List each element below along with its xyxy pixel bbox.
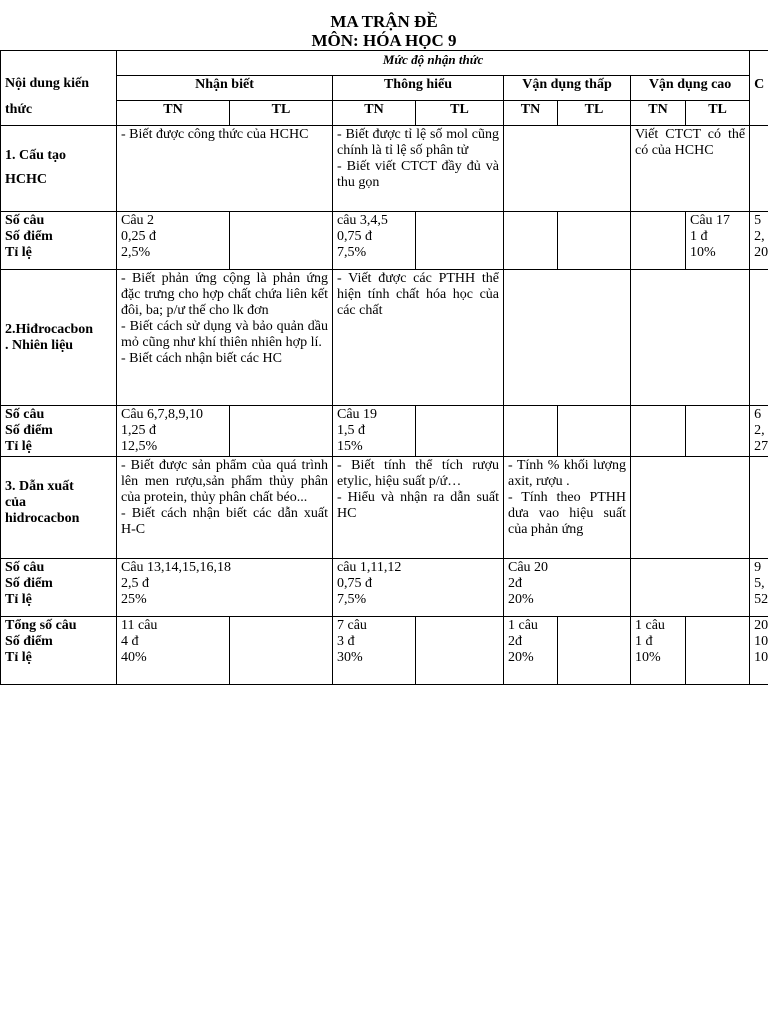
- totals-value: 1 đ: [635, 634, 653, 649]
- stats-value: Câu 6,7,8,9,10: [121, 407, 204, 422]
- stats-cell: [117, 212, 230, 270]
- topic-nhan-biet: - Biết được công thức của HCHC: [117, 126, 333, 212]
- totals-cell: [416, 617, 504, 685]
- stats-label: Tỉ lệ: [5, 439, 32, 454]
- stats-cell: [504, 406, 558, 457]
- topic-name: [1, 457, 117, 559]
- topic-name-line: 2.Hiđrocacbon: [5, 321, 94, 337]
- stats-cell: [558, 212, 631, 270]
- stats-label: Số câu: [5, 407, 45, 422]
- stats-value: 0,75 đ: [337, 229, 372, 244]
- level-header: Mức độ nhận thức: [117, 51, 750, 76]
- tn-header: TN: [504, 101, 558, 126]
- stats-labels: [1, 406, 117, 457]
- topic-name-line: của: [5, 495, 26, 510]
- stats-value: 5,: [754, 576, 765, 591]
- totals-value: 40%: [121, 650, 147, 665]
- topic-nhan-biet: [117, 457, 333, 559]
- stats-cell: [416, 212, 504, 270]
- stats-cell: [230, 212, 333, 270]
- stats-value: 20%: [508, 592, 534, 607]
- stats-label: Số điểm: [5, 229, 53, 244]
- topic-text-line: - Biết cách nhận biết các dẫn xuất H-C: [121, 506, 328, 537]
- stats-value: Câu 13,14,15,16,18: [121, 560, 232, 575]
- topic-name: [1, 126, 117, 212]
- totals-cell: [333, 617, 416, 685]
- stats-cell: [686, 212, 750, 270]
- tn-header: TN: [333, 101, 416, 126]
- document-title: MA TRẬN ĐỀ: [330, 12, 438, 31]
- topic-van-dung-cao: [631, 457, 750, 559]
- topic-text-line: - Biết tính thể tích rượu etylic, hiệu suất p/ứ…: [337, 458, 499, 489]
- stats-cell: [686, 406, 750, 457]
- stats-value: 1,25 đ: [121, 423, 156, 438]
- stats-label: Số điểm: [5, 576, 53, 591]
- topic-total: [750, 126, 768, 212]
- topic-name-line: 1. Cấu tạo: [5, 148, 67, 163]
- stats-value: 52: [754, 592, 768, 607]
- stats-value: Câu 20: [508, 560, 549, 575]
- stats-cell: [504, 212, 558, 270]
- stats-value: 25%: [121, 592, 147, 607]
- stats-value: Câu 19: [337, 407, 378, 422]
- topic-text-line: - Biết được sản phẩm của quá trình lên men rượu,sản phẩm thủy phân của protein, thủy phân chất béo...: [121, 458, 328, 505]
- topic-name-line: hidrocacbon: [5, 511, 80, 526]
- topic-row-3: [1, 457, 768, 559]
- stats-row-3: [1, 559, 768, 617]
- level-van-dung-cao: Vận dụng cao: [631, 76, 750, 101]
- topic-text-line: - Tính % khối lượng axit, rượu .: [508, 458, 626, 489]
- stats-value: 6: [754, 407, 762, 422]
- stats-value: 0,25 đ: [121, 229, 156, 244]
- stats-value: Câu 2: [121, 213, 155, 228]
- stats-value: 2đ: [508, 576, 522, 591]
- stats-cell: [230, 406, 333, 457]
- stats-cell: [558, 406, 631, 457]
- stats-value: 20: [754, 245, 768, 260]
- content-header: [1, 51, 117, 126]
- stats-value: 10%: [690, 245, 716, 260]
- totals-cell: [686, 617, 750, 685]
- stats-labels: [1, 559, 117, 617]
- tn-header: TN: [631, 101, 686, 126]
- topic-name-line: 3. Dẫn xuất: [5, 479, 74, 494]
- totals-value: 20%: [508, 650, 534, 665]
- topic-van-dung-cao: Viết CTCT có thể có của HCHC: [631, 126, 750, 212]
- stats-total: [750, 212, 768, 270]
- totals-label: Tổng số câu: [5, 618, 77, 633]
- level-van-dung-thap: Vận dụng thấp: [504, 76, 631, 101]
- header-row-3: [1, 101, 768, 126]
- stats-cell: [631, 559, 750, 617]
- stats-value: 2,5%: [121, 245, 151, 260]
- totals-label: Số điểm: [5, 634, 53, 649]
- topic-thong-hieu: [333, 457, 504, 559]
- totals-value: 30%: [337, 650, 363, 665]
- stats-cell: [117, 559, 333, 617]
- totals-value: 7 câu: [337, 618, 367, 633]
- stats-cell: [631, 212, 686, 270]
- stats-labels: [1, 212, 117, 270]
- stats-value: 9: [754, 560, 762, 575]
- stats-value: 0,75 đ: [337, 576, 372, 591]
- topic-row-1: [1, 126, 768, 212]
- topic-text-line: - Biết phản ứng cộng là phản ứng đặc trưng cho hợp chất chứa liên kết đôi, ba; p/ư thế cho lk đơn: [121, 271, 328, 318]
- stats-value: 1 đ: [690, 229, 708, 244]
- totals-row: [1, 617, 768, 685]
- tl-header: TL: [230, 101, 333, 126]
- stats-cell: [631, 406, 686, 457]
- topic-name: [1, 270, 117, 406]
- stats-cell: [416, 406, 504, 457]
- topic-nhan-biet: [117, 270, 333, 406]
- tn-header: TN: [117, 101, 230, 126]
- stats-label: Số câu: [5, 560, 45, 575]
- topic-van-dung-cao: [631, 270, 750, 406]
- stats-cell: [333, 212, 416, 270]
- topic-thong-hieu: - Viết được các PTHH thể hiện tính chất hóa học của các chất: [333, 270, 504, 406]
- level-nhan-biet: Nhận biết: [117, 76, 333, 101]
- totals-value: 1 câu: [635, 618, 665, 633]
- stats-row-2: [1, 406, 768, 457]
- stats-cell: [117, 406, 230, 457]
- topic-thong-hieu: [333, 126, 504, 212]
- topic-van-dung-thap: [504, 126, 631, 212]
- topic-van-dung-thap: [504, 270, 631, 406]
- stats-value: 2,: [754, 423, 765, 438]
- totals-value: 10: [754, 650, 768, 665]
- tl-header: TL: [686, 101, 750, 126]
- totals-cell: [117, 617, 230, 685]
- stats-value: 7,5%: [337, 592, 367, 607]
- totals-total: [750, 617, 768, 685]
- subject-title: MÔN: HÓA HỌC 9: [311, 31, 457, 50]
- stats-row-1: [1, 212, 768, 270]
- stats-value: câu 1,11,12: [337, 560, 402, 575]
- stats-value: 1,5 đ: [337, 423, 365, 438]
- total-header: C: [750, 51, 768, 126]
- stats-value: 7,5%: [337, 245, 367, 260]
- stats-total: [750, 406, 768, 457]
- totals-label: Tỉ lệ: [5, 650, 32, 665]
- stats-label: Số câu: [5, 213, 45, 228]
- topic-text-line: - Hiểu và nhận ra dẫn suất HC: [337, 490, 499, 521]
- tl-header: TL: [558, 101, 631, 126]
- stats-value: câu 3,4,5: [337, 213, 388, 228]
- topic-text-line: - Tính theo PTHH dưa vao hiệu suất của phản ứng: [508, 490, 626, 537]
- totals-value: 2đ: [508, 634, 522, 649]
- content-header-line: Nội dung kiến: [5, 75, 90, 91]
- totals-value: 20: [754, 618, 768, 633]
- totals-cell: [230, 617, 333, 685]
- totals-value: 4 đ: [121, 634, 139, 649]
- stats-label: Số điểm: [5, 423, 53, 438]
- stats-value: 27: [754, 439, 768, 454]
- header-row-2: [1, 76, 768, 101]
- totals-value: 11 câu: [121, 618, 158, 633]
- stats-value: 2,: [754, 229, 765, 244]
- topic-row-2: [1, 270, 768, 406]
- stats-cell: [504, 559, 631, 617]
- topic-text-line: - Biết được tỉ lệ số mol cũng chính là tỉ lệ số phân tử: [337, 127, 499, 158]
- totals-value: 10: [754, 634, 768, 649]
- totals-value: 10%: [635, 650, 661, 665]
- totals-value: 3 đ: [337, 634, 355, 649]
- topic-name-line: HCHC: [5, 172, 47, 187]
- stats-value: 5: [754, 213, 762, 228]
- topic-text-line: - Biết cách sử dụng và bảo quản dầu mỏ cũng như khí thiên nhiên hợp lí.: [121, 319, 328, 350]
- matrix-table: [0, 50, 768, 685]
- totals-cell: [504, 617, 558, 685]
- stats-label: Tỉ lệ: [5, 592, 32, 607]
- header-row-1: [1, 51, 768, 76]
- stats-total: [750, 559, 768, 617]
- totals-cell: [631, 617, 686, 685]
- stats-value: 2,5 đ: [121, 576, 149, 591]
- level-thong-hieu: Thông hiểu: [333, 76, 504, 101]
- stats-cell: [333, 559, 504, 617]
- stats-label: Tỉ lệ: [5, 245, 32, 260]
- stats-cell: [333, 406, 416, 457]
- topic-text-line: - Biết viết CTCT đầy đủ và thu gọn: [337, 159, 499, 190]
- topic-name-line: . Nhiên liệu: [5, 337, 74, 353]
- tl-header: TL: [416, 101, 504, 126]
- topic-van-dung-thap: [504, 457, 631, 559]
- topic-total: [750, 457, 768, 559]
- totals-value: 1 câu: [508, 618, 538, 633]
- stats-value: 15%: [337, 439, 363, 454]
- topic-text-line: - Biết cách nhận biết các HC: [121, 351, 282, 366]
- stats-value: 12,5%: [121, 439, 158, 454]
- content-header-line: thức: [5, 101, 33, 117]
- stats-value: Câu 17: [690, 213, 731, 228]
- totals-labels: [1, 617, 117, 685]
- totals-cell: [558, 617, 631, 685]
- topic-total: [750, 270, 768, 406]
